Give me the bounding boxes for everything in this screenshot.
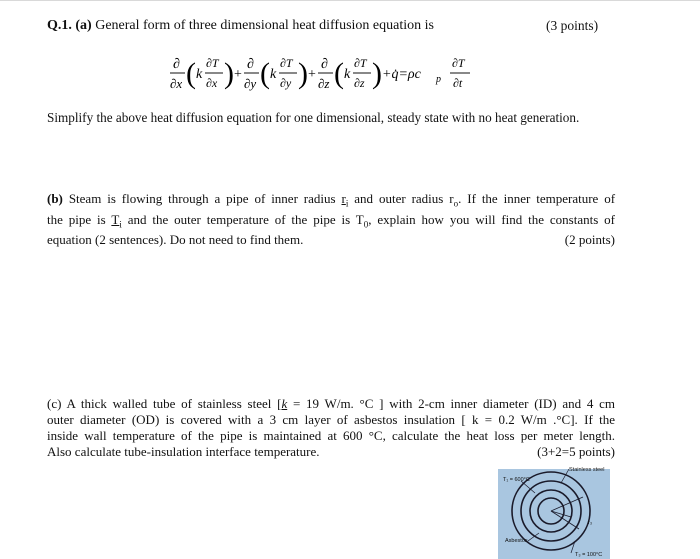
part-b-line-1	[47, 191, 615, 212]
part-c-line-1	[47, 396, 615, 412]
part-c-label: (c)	[47, 396, 62, 411]
eq-dz-outer: ∂z	[318, 76, 330, 91]
svg-text:(: (	[186, 57, 196, 90]
eq-k-2: k	[270, 67, 277, 82]
eq-dt: ∂t	[453, 76, 463, 90]
eq-dx-outer: ∂x	[170, 76, 183, 91]
part-b-text-1b: and outer radius r	[354, 191, 454, 206]
svg-text:): )	[372, 57, 382, 90]
part-b-points: (2 points)	[564, 232, 615, 248]
part-a-instruction: Simplify the above heat diffusion equation for one dimensional, steady state with no heat generation.	[47, 110, 580, 125]
part-c-points: (3+2=5 points)	[537, 444, 615, 459]
eq-partial-x-top: ∂	[173, 57, 180, 72]
question-number: Q.1.	[47, 18, 72, 33]
eq-subscript-p: p	[436, 74, 441, 85]
part-b-line-3	[47, 232, 615, 248]
part-a-label: (a)	[75, 18, 92, 33]
heat-diffusion-equation	[168, 50, 478, 98]
inner-radius-symbol: $r_i$	[341, 191, 349, 209]
t3-label: T₃ = 100°C	[575, 552, 603, 558]
part-c-paragraph	[47, 396, 615, 460]
inner-temp-symbol: $T_i$	[111, 211, 122, 230]
part-c-line-4	[47, 444, 615, 460]
part-b-text-2c: , explain how you will find the constants of	[368, 211, 616, 227]
eq-dT-time: ∂T	[452, 56, 465, 70]
part-c-text-1a: A thick walled tube of stainless steel [	[66, 396, 282, 411]
eq-dy-inner: ∂y	[280, 76, 292, 90]
r3-label: r₃	[588, 520, 593, 526]
part-b-text-3: equation (2 sentences). Do not need to find them.	[47, 232, 304, 248]
svg-text:(: (	[334, 57, 344, 90]
eq-dT-3: ∂T	[354, 56, 367, 70]
eq-partial-y-top: ∂	[247, 57, 254, 72]
eq-dx-inner: ∂x	[206, 76, 218, 90]
outer-temp-sub: 0	[363, 219, 369, 230]
eq-plus-2: +	[308, 67, 316, 82]
part-b-text-2b: and the outer temperature of the pipe is T	[127, 211, 364, 227]
part-b-label: (b)	[47, 191, 63, 206]
top-border	[0, 0, 700, 1]
part-c-text-1b: = 19 W/m. °C ] with 2-cm inner diameter (ID) and 4 cm	[292, 396, 615, 411]
t1-label: T₁ = 600°C	[503, 477, 530, 483]
stainless-steel-label: Stainless steel	[569, 467, 605, 473]
part-c-line-2: outer diameter (OD) is covered with a 3 cm layer of asbestos insulation [ k = 0.2 W/m .°C]. If the	[47, 412, 615, 427]
part-c-text-4: Also calculate tube-insulation interface temperature.	[47, 444, 320, 459]
eq-dy-outer: ∂y	[244, 76, 257, 91]
asbestos-label: Asbestos	[505, 538, 528, 544]
part-b-text-1a: Steam is flowing through a pipe of inner radius	[68, 191, 336, 206]
pipe-cross-section-diagram	[483, 461, 613, 559]
part-b-paragraph	[47, 191, 615, 248]
k-symbol: k	[281, 396, 288, 411]
eq-generation-term: +q̇=ρc	[382, 67, 421, 82]
eq-dT-2: ∂T	[280, 56, 293, 70]
eq-k-1: k	[196, 67, 203, 82]
svg-text:(: (	[260, 57, 270, 90]
part-a-title: General form of three dimensional heat diffusion equation is	[95, 18, 434, 33]
part-b-line-2	[47, 212, 615, 233]
part-c-line-3: inside wall temperature of the pipe is maintained at 600 °C, calculate the heat loss per meter length.	[47, 428, 615, 443]
eq-plus-1: +	[234, 67, 242, 82]
eq-dz-inner: ∂z	[354, 76, 365, 90]
eq-dT-1: ∂T	[206, 56, 219, 70]
svg-text:): )	[224, 57, 234, 90]
eq-partial-z-top: ∂	[321, 57, 328, 72]
part-a-points: (3 points)	[546, 18, 599, 33]
part-b-text-1c: . If the inner temperature of	[458, 191, 616, 206]
part-b-text-2a: the pipe is	[47, 211, 106, 227]
question-header	[47, 18, 434, 34]
outer-radius-sub: o	[453, 198, 459, 209]
eq-k-3: k	[344, 67, 351, 82]
svg-text:): )	[298, 57, 308, 90]
